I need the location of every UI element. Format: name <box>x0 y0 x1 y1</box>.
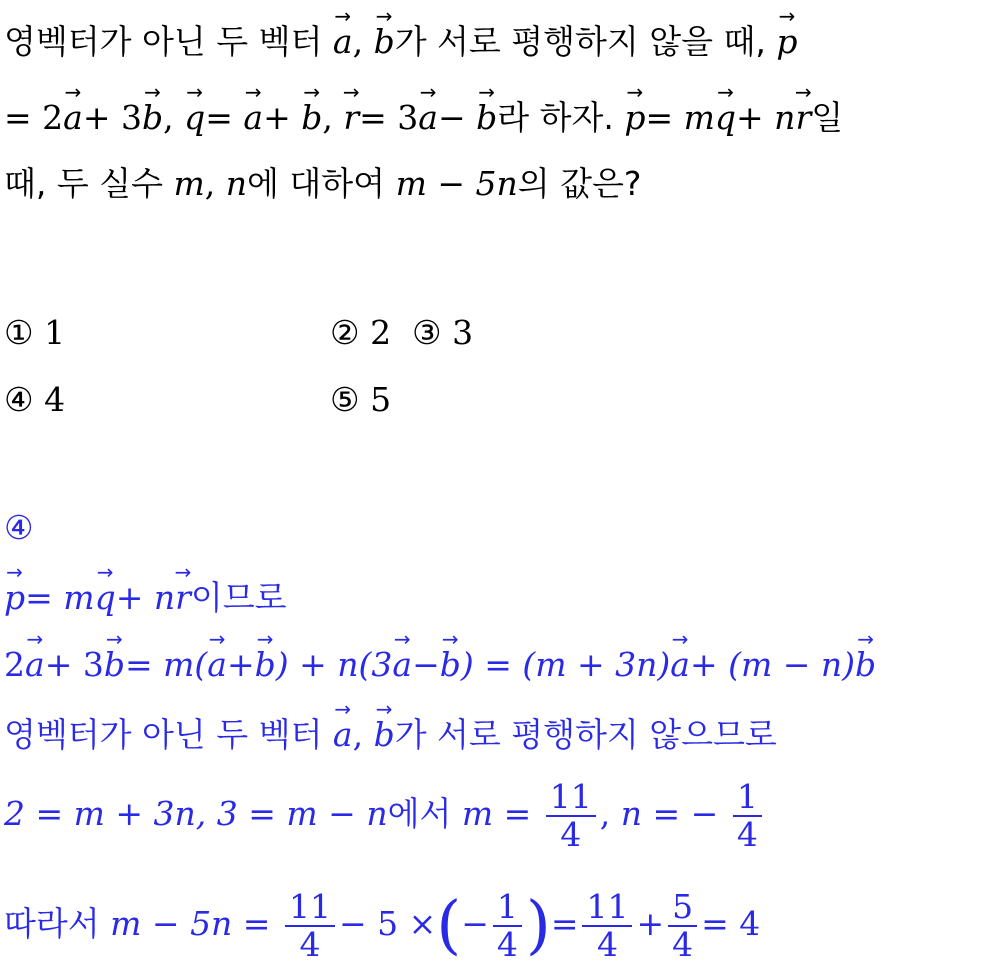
solution-text: 영벡터가 아닌 두 벡터 <box>4 715 323 754</box>
math-m: m <box>173 164 205 203</box>
math-text: + 3 <box>82 98 142 137</box>
solution-text: 이므로 <box>190 578 287 617</box>
comma: , <box>204 164 216 203</box>
fraction-1 <box>285 886 335 964</box>
choice-mark: ② <box>330 313 360 352</box>
choice-5[interactable] <box>330 380 391 420</box>
choice-value: 5 <box>370 380 392 419</box>
vector-a: → a <box>243 98 263 138</box>
math-text: + <box>263 98 291 137</box>
solution-line-5 <box>4 884 993 964</box>
math-expression: m − 5n <box>395 164 518 203</box>
math-text: 2 <box>4 645 25 684</box>
choice-value: 1 <box>44 313 66 352</box>
question-line-2 <box>4 98 993 138</box>
choice-3[interactable] <box>412 313 473 353</box>
vector-r: → r <box>343 98 359 138</box>
comma: , <box>352 715 364 754</box>
fraction-n <box>733 776 762 854</box>
math-text: = 4 <box>701 904 761 943</box>
answer-mark <box>4 508 993 548</box>
math-text: 2 = m + 3n, 3 = m − n <box>4 794 388 833</box>
choice-mark: ⑤ <box>330 380 360 419</box>
vector-q: → q <box>715 98 736 138</box>
vector-r: → r <box>175 578 191 618</box>
math-text: = m <box>645 98 715 137</box>
question-text: 일 <box>811 98 844 137</box>
choice-value: 3 <box>452 313 474 352</box>
choice-mark: ① <box>4 313 34 352</box>
vector-b: → b <box>374 715 395 755</box>
answer-value: ④ <box>4 508 34 547</box>
vector-b: → b <box>440 645 461 685</box>
fraction-denominator: 4 <box>736 814 758 854</box>
choice-4[interactable] <box>4 380 65 420</box>
solution-text: 에서 <box>387 794 452 833</box>
math-text: − 5 × <box>338 904 437 943</box>
choice-1[interactable] <box>4 313 65 353</box>
fraction-denominator: 4 <box>299 924 321 964</box>
comma: , <box>163 98 174 137</box>
choice-2[interactable] <box>330 313 391 353</box>
fraction-4 <box>668 886 697 964</box>
vector-q: → q <box>184 98 205 138</box>
vector-a: → a <box>63 98 83 138</box>
choice-value: 4 <box>44 380 66 419</box>
math-text: = 3 <box>359 98 419 137</box>
vector-p: → p <box>776 22 797 62</box>
fraction-numerator: 11 <box>546 779 596 817</box>
fraction-denominator: 4 <box>560 814 582 854</box>
comma: , <box>322 98 333 137</box>
fraction-numerator: 1 <box>493 889 522 927</box>
solution-line-2 <box>4 645 993 685</box>
math-text: n = − <box>620 794 719 833</box>
math-text: = m( <box>124 645 208 684</box>
vector-a: → a <box>392 645 412 685</box>
vector-b: → b <box>104 645 125 685</box>
vector-r: → r <box>795 98 811 138</box>
vector-a: → a <box>333 22 353 62</box>
vector-b: → b <box>142 98 163 138</box>
fraction-3 <box>582 886 632 964</box>
vector-b: → b <box>255 645 276 685</box>
fraction-numerator: 5 <box>668 889 697 927</box>
question-text: 라 하자. <box>497 98 614 137</box>
math-text: = m <box>25 578 95 617</box>
question-line-1 <box>4 22 993 62</box>
choice-value: 2 <box>370 313 392 352</box>
vector-p: → p <box>4 578 25 618</box>
math-text: + 3 <box>44 645 104 684</box>
math-text: + (m − n) <box>689 645 856 684</box>
math-text: + n <box>115 578 176 617</box>
math-text: ) + n(3 <box>275 645 393 684</box>
vector-b: → b <box>855 645 876 685</box>
paren-close: ) <box>525 888 551 963</box>
math-text: − <box>412 645 440 684</box>
math-text: + <box>226 645 255 684</box>
question-text: 때, 두 실수 <box>4 164 163 203</box>
solution-text: 가 서로 평행하지 않으므로 <box>394 715 777 754</box>
solution-text: 따라서 <box>4 904 100 943</box>
math-text: = <box>205 98 233 137</box>
math-text: = <box>550 904 579 943</box>
choice-mark: ③ <box>412 313 442 352</box>
vector-b: → b <box>374 22 395 62</box>
math-text: = 2 <box>4 98 64 137</box>
fraction-denominator: 4 <box>596 924 618 964</box>
paren-open: ( <box>436 888 462 963</box>
math-text: − <box>461 904 489 943</box>
vector-b: → b <box>301 98 322 138</box>
solution-line-4 <box>4 778 993 853</box>
vector-b: → b <box>476 98 497 138</box>
math-text: m − 5n = <box>110 904 271 943</box>
question-text: 영벡터가 아닌 두 벡터 <box>4 22 323 61</box>
vector-p: → p <box>624 98 645 138</box>
vector-a: → a <box>333 715 353 755</box>
solution-line-1 <box>4 578 993 618</box>
fraction-denominator: 4 <box>672 924 694 964</box>
math-text: + <box>636 904 665 943</box>
question-line-3 <box>4 164 993 204</box>
math-text: − <box>437 98 466 137</box>
math-text: + n <box>736 98 796 137</box>
fraction-m <box>546 776 596 854</box>
question-text: 가 서로 평행하지 않을 때, <box>394 22 766 61</box>
fraction-numerator: 11 <box>285 889 335 927</box>
solution-line-3 <box>4 715 993 755</box>
vector-a: → a <box>207 645 227 685</box>
comma: , <box>352 22 364 61</box>
comma: , <box>599 794 611 833</box>
vector-a: → a <box>670 645 690 685</box>
vector-q: → q <box>95 578 116 618</box>
fraction-numerator: 1 <box>733 779 762 817</box>
fraction-denominator: 4 <box>496 924 518 964</box>
fraction-numerator: 11 <box>582 889 632 927</box>
question-text: 에 대하여 <box>247 164 386 203</box>
question-text: 의 값은? <box>517 164 642 203</box>
math-n: n <box>225 164 248 203</box>
vector-a: → a <box>25 645 45 685</box>
choice-mark: ④ <box>4 380 34 419</box>
fraction-2 <box>493 886 522 964</box>
math-text: ) = (m + 3n) <box>460 645 671 684</box>
math-text: m = <box>461 794 532 833</box>
vector-a: → a <box>418 98 438 138</box>
